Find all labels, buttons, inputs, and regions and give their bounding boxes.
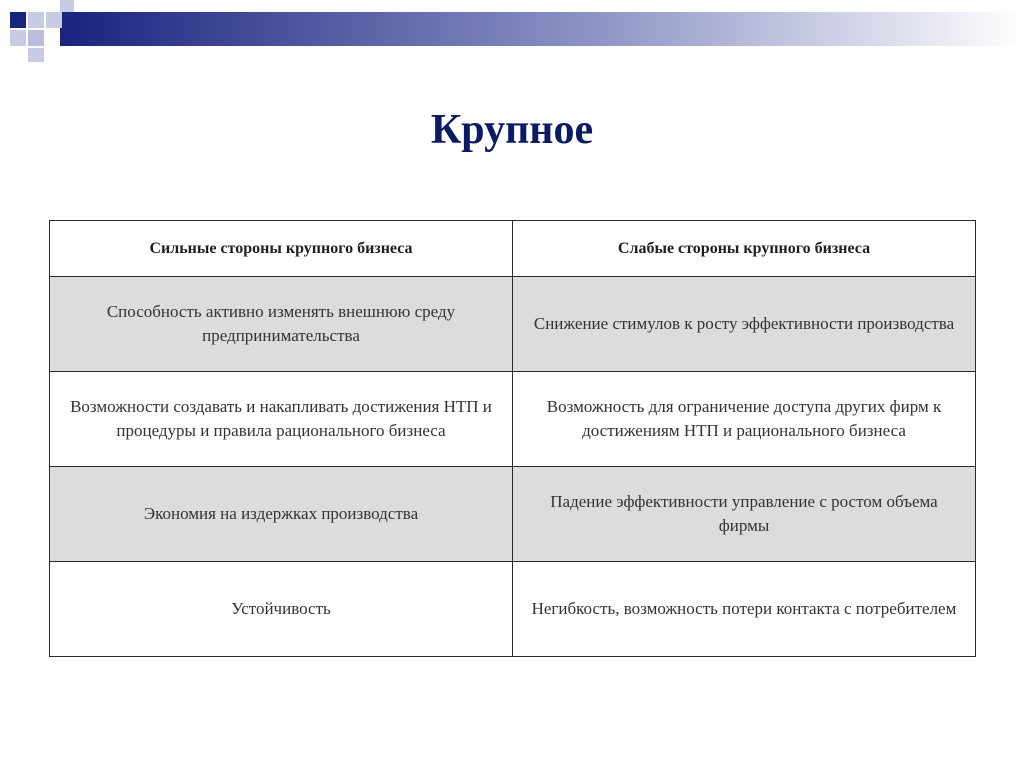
comparison-table [49, 220, 976, 657]
deco-square-dark [10, 12, 26, 28]
strength-cell: Устойчивость [50, 562, 513, 657]
deco-square-light [46, 12, 62, 28]
weakness-cell: Падение эффективности управление с ростом объема фирмы [513, 467, 976, 562]
deco-square-light [46, 30, 58, 46]
deco-square-light [60, 0, 74, 12]
slide-header-decoration [0, 0, 1024, 70]
deco-square-light [28, 12, 44, 28]
table-row [50, 562, 976, 657]
header-gradient-bar [60, 12, 1024, 46]
table-header-row [50, 221, 976, 277]
strength-cell: Возможности создавать и накапливать достижения НТП и процедуры и правила рационального бизнеса [50, 372, 513, 467]
table-row [50, 467, 976, 562]
deco-square-light [28, 30, 44, 46]
weakness-cell: Негибкость, возможность потери контакта с потребителем [513, 562, 976, 657]
weakness-cell: Возможность для ограничение доступа других фирм к достижениям НТП и рационального бизнеса [513, 372, 976, 467]
deco-square-light [28, 48, 44, 62]
table-row [50, 277, 976, 372]
weakness-cell: Снижение стимулов к росту эффективности производства [513, 277, 976, 372]
header-strengths: Сильные стороны крупного бизнеса [50, 221, 513, 277]
header-weaknesses: Слабые стороны крупного бизнеса [513, 221, 976, 277]
table-row [50, 372, 976, 467]
strength-cell: Экономия на издержках производства [50, 467, 513, 562]
page-title: Крупное [430, 107, 594, 153]
strength-cell: Способность активно изменять внешнюю среду предпринимательства [50, 277, 513, 372]
deco-square-light [10, 30, 26, 46]
